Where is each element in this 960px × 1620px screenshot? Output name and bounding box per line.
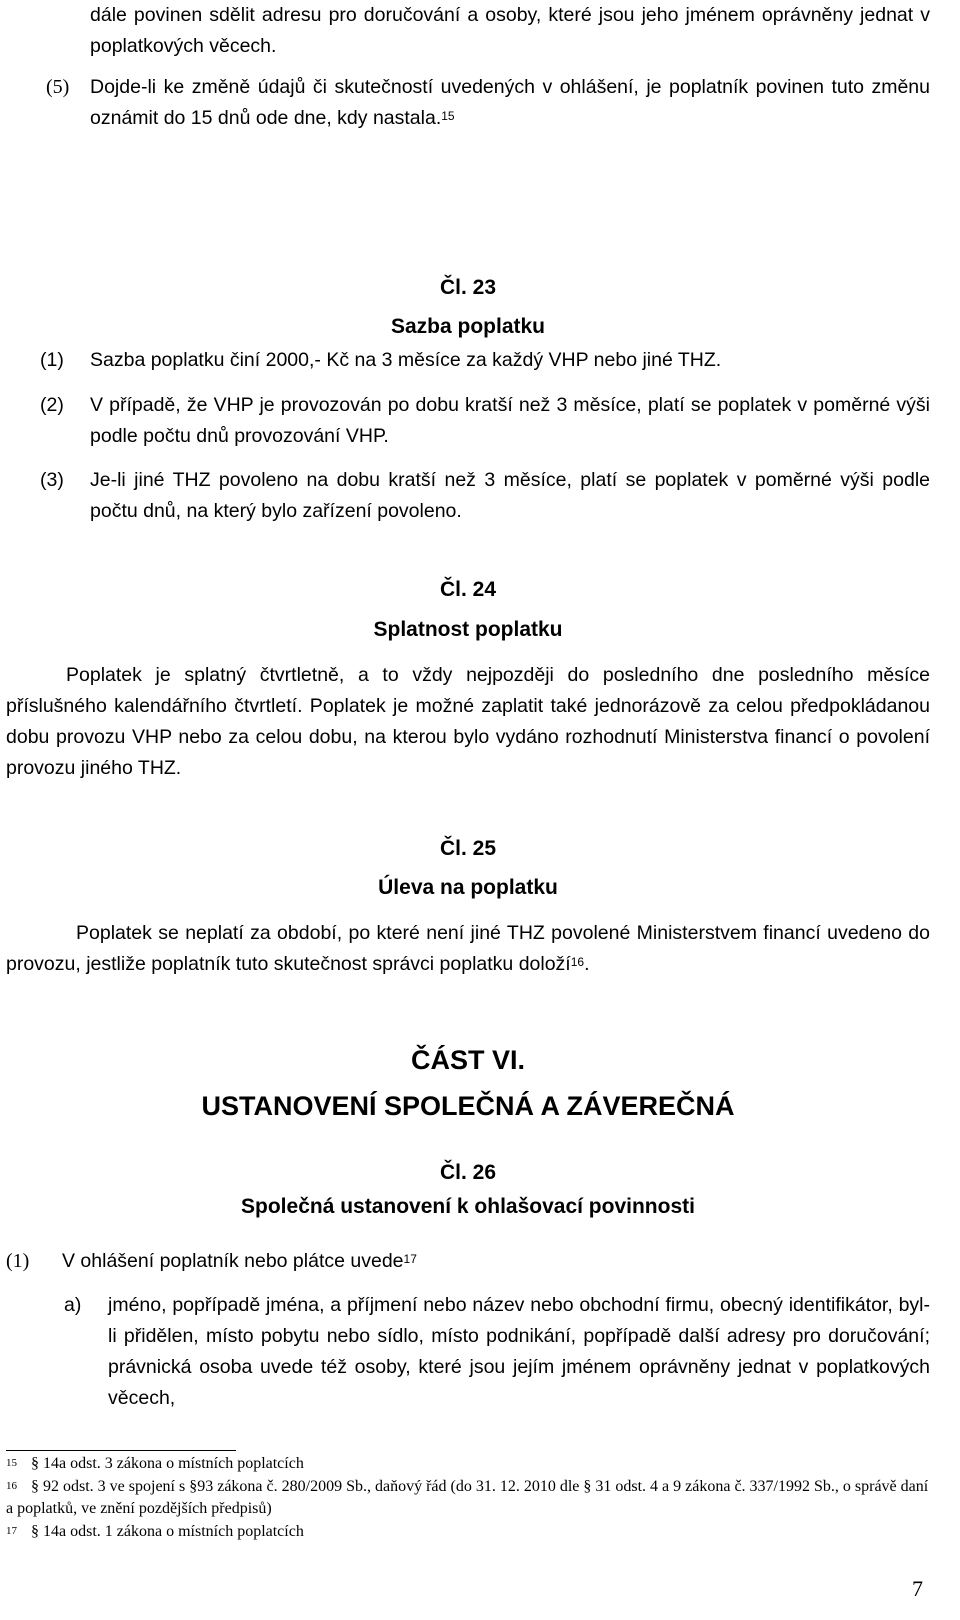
list-item-text: jméno, popřípadě jména, a příjmení nebo název nebo obchodní firmu, obecný identifikátor, byl-li přidělen, místo pobytu nebo sídlo, místo podnikání, popřípadě další adresy pro doručování; právnická osoba uvede též osoby, které jsou jejím jménem oprávněny jednat v poplatkových věcech,	[108, 1294, 930, 1409]
footnote-ref: 15	[441, 109, 455, 123]
footnote-separator	[6, 1450, 236, 1451]
paragraph-1-text: V ohlášení poplatník nebo plátce uvede	[62, 1250, 404, 1272]
part-label: ČÁST VI.	[410, 1045, 525, 1075]
footnote	[6, 1521, 930, 1543]
article-text-body: Poplatek se neplatí za období, po které není jiné THZ povolené Ministerstvem financí uvedeno do provozu, jestliže poplatník tuto skutečnost správci poplatku doloží	[6, 922, 930, 975]
footnote-number: 15	[6, 1457, 17, 1469]
footnote	[6, 1476, 930, 1520]
article-text: Poplatek je splatný čtvrtletně, a to vždy nejpozději do posledního dne posledního měsíce příslušného kalendářního čtvrtletí. Poplatek je možné zaplatit také jednorázově za celou předpokládanou dobu provozu VHP nebo za celou dobu, na kterou bylo vydáno rozhodnutí Ministerstva financí o povolení provozu jiného THZ.	[6, 664, 930, 779]
article-label: Čl. 26	[439, 1161, 497, 1184]
article-label: Čl. 23	[439, 276, 497, 299]
article-label: Čl. 24	[439, 578, 497, 601]
paragraph-5-text: Dojde-li ke změně údajů či skutečností uvedených v ohlášení, je poplatník povinen tuto změnu oznámit do 15 dnů ode dne, kdy nastala.	[90, 76, 930, 129]
footnote	[6, 1453, 930, 1475]
footnote-number: 16	[6, 1480, 17, 1492]
continuation-paragraph: dále povinen sdělit adresu pro doručování a osoby, které jsou jeho jménem oprávněny jednat v poplatkových věcech.	[90, 4, 930, 57]
article-text	[6, 918, 930, 980]
item-number: (2)	[40, 394, 64, 416]
footnote-ref: 17	[403, 1252, 417, 1266]
section-icon: §	[31, 1455, 39, 1472]
section-icon: §	[31, 1478, 39, 1495]
item-number: (1)	[40, 349, 64, 371]
section-icon: §	[31, 1523, 39, 1540]
footnote-text: 92 odst. 3 ve spojení s §93 zákona č. 280/2009 Sb., daňový řád (do 31. 12. 2010 dle § 31 odst. 4 a 9 zákona č. 337/1992 Sb., o správě daní a poplatků, ve znění pozdějších předpisů)	[6, 1478, 929, 1517]
article-text-end: .	[584, 953, 590, 975]
part-title: USTANOVENÍ SPOLEČNÁ A ZÁVEREČNÁ	[201, 1091, 735, 1121]
footnote-ref: 16	[570, 955, 585, 969]
paragraph-number: (5)	[46, 76, 70, 98]
footnote-text: 14a odst. 1 zákona o místních poplatcích	[43, 1523, 304, 1540]
paragraph-1	[62, 1246, 862, 1277]
article-title: Společná ustanovení k ohlašovací povinnosti	[241, 1195, 695, 1218]
item-text: V případě, že VHP je provozován po dobu kratší než 3 měsíce, platí se poplatek v poměrné výši podle počtu dnů provozování VHP.	[90, 394, 930, 447]
article-title: Splatnost poplatku	[373, 618, 563, 641]
list-label: a)	[64, 1294, 82, 1316]
paragraph-number: (1)	[6, 1250, 30, 1272]
page-number: 7	[912, 1576, 923, 1601]
item-text: Sazba poplatku činí 2000,- Kč na 3 měsíce za každý VHP nebo jiné THZ.	[90, 349, 722, 371]
item-text: Je-li jiné THZ povoleno na dobu kratší než 3 měsíce, platí se poplatek v poměrné výši podle počtu dnů, na který bylo zařízení povoleno.	[90, 469, 930, 522]
paragraph-5	[90, 72, 930, 134]
item-number: (3)	[40, 469, 64, 491]
article-title: Sazba poplatku	[390, 315, 546, 338]
footnote-text: 14a odst. 3 zákona o místních poplatcích	[43, 1455, 304, 1472]
footnote-number: 17	[6, 1525, 17, 1537]
article-label: Čl. 25	[439, 837, 497, 860]
article-title: Úleva na poplatku	[378, 876, 558, 899]
